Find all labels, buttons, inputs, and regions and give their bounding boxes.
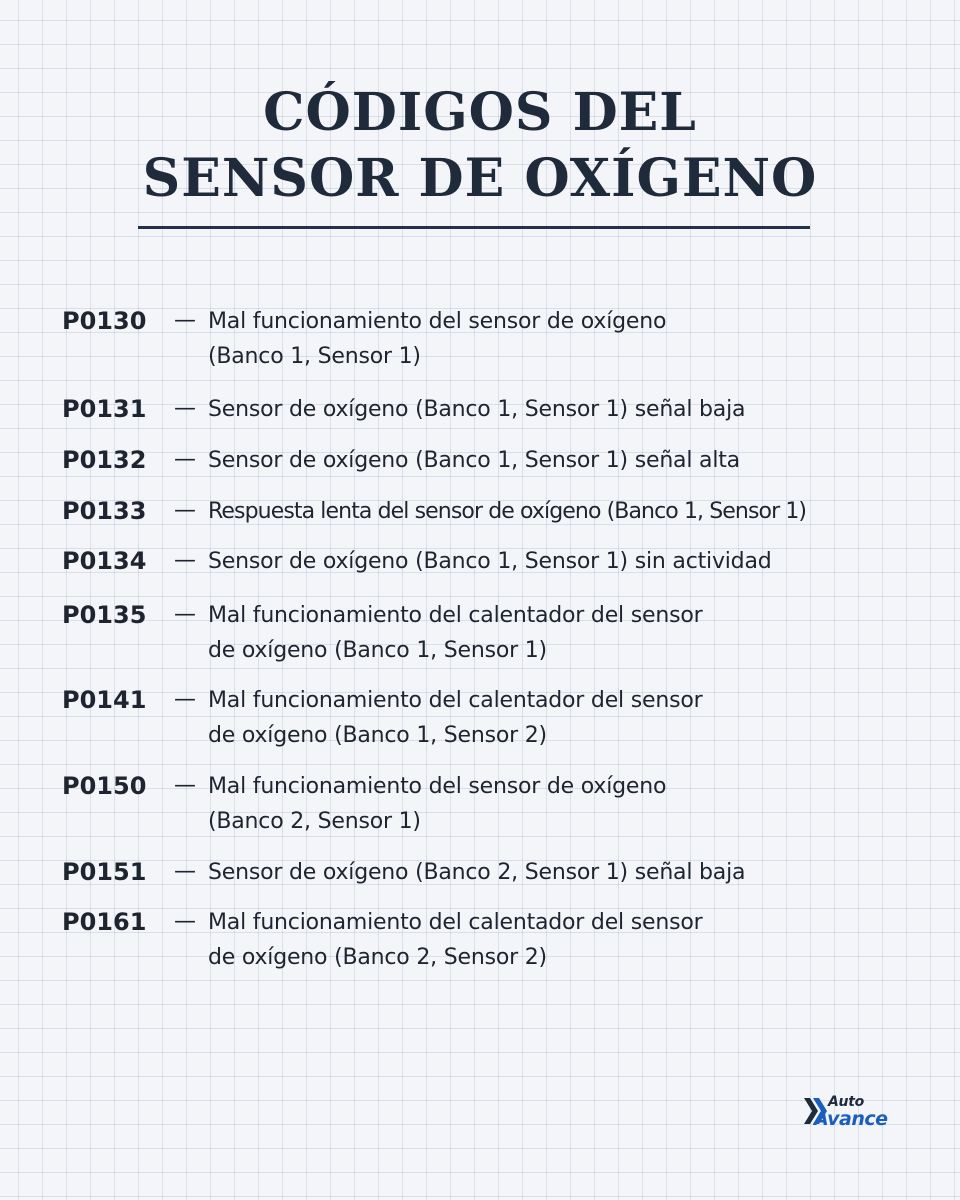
code-separator: —: [174, 602, 196, 627]
code-label: P0134: [62, 547, 147, 575]
code-label: P0150: [62, 772, 147, 800]
code-label: P0130: [62, 307, 147, 335]
code-description: [208, 443, 952, 478]
title-line-2: SENSOR DE OXÍGENO: [142, 148, 818, 209]
code-separator: —: [174, 548, 196, 573]
description-line: Sensor de oxígeno (Banco 1, Sensor 1) señal baja: [208, 397, 746, 422]
code-label: P0161: [62, 908, 147, 936]
code-description: [208, 855, 952, 890]
code-description: [208, 905, 952, 975]
description-line: Mal funcionamiento del calentador del sensor: [208, 688, 703, 713]
description-line: Mal funcionamiento del calentador del sensor: [208, 603, 703, 628]
code-separator: —: [174, 687, 196, 712]
code-description: [208, 494, 952, 529]
description-line: Mal funcionamiento del calentador del sensor: [208, 910, 703, 935]
description-line: Mal funcionamiento del sensor de oxígeno: [208, 774, 667, 799]
code-label: P0151: [62, 858, 147, 886]
description-line: Sensor de oxígeno (Banco 1, Sensor 1) sin actividad: [208, 549, 772, 574]
code-description: [208, 544, 952, 579]
code-separator: —: [174, 498, 196, 523]
code-description: [208, 392, 952, 427]
description-line: de oxígeno (Banco 2, Sensor 2): [208, 945, 547, 970]
code-separator: —: [174, 909, 196, 934]
description-line: de oxígeno (Banco 1, Sensor 2): [208, 723, 547, 748]
code-label: P0132: [62, 446, 147, 474]
code-label: P0131: [62, 395, 147, 423]
code-description: [208, 683, 952, 753]
code-separator: —: [174, 859, 196, 884]
code-separator: —: [174, 308, 196, 333]
code-label: P0133: [62, 497, 147, 525]
description-line: Respuesta lenta del sensor de oxígeno (Banco 1, Sensor 1): [208, 499, 807, 524]
brand-logo: [804, 1094, 916, 1142]
logo-text-auto: Auto: [828, 1094, 864, 1110]
code-separator: —: [174, 773, 196, 798]
code-description: [208, 769, 952, 839]
code-label: P0141: [62, 686, 147, 714]
description-line: (Banco 2, Sensor 1): [208, 809, 421, 834]
description-line: (Banco 1, Sensor 1): [208, 344, 421, 369]
code-label: P0135: [62, 601, 147, 629]
description-line: de oxígeno (Banco 1, Sensor 1): [208, 638, 547, 663]
code-separator: —: [174, 396, 196, 421]
code-description: [208, 304, 952, 374]
code-description: [208, 598, 952, 668]
code-separator: —: [174, 447, 196, 472]
description-line: Mal funcionamiento del sensor de oxígeno: [208, 309, 667, 334]
description-line: Sensor de oxígeno (Banco 2, Sensor 1) señal baja: [208, 860, 746, 885]
description-line: Sensor de oxígeno (Banco 1, Sensor 1) señal alta: [208, 448, 740, 473]
logo-text-avance: Avance: [814, 1108, 888, 1130]
title-line-1: CÓDIGOS DEL: [263, 82, 697, 143]
